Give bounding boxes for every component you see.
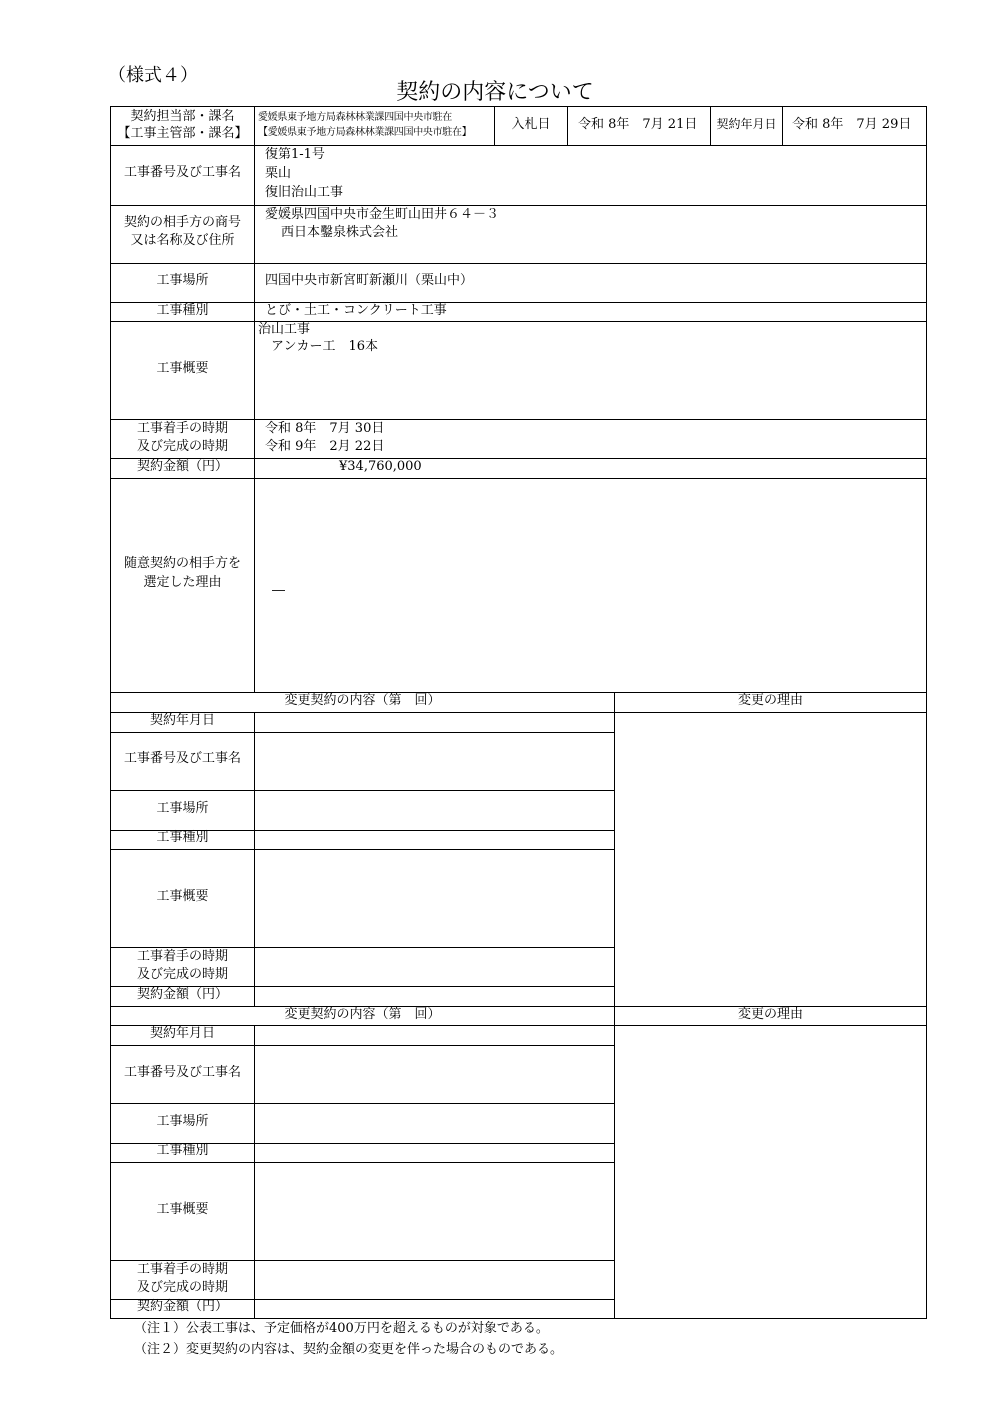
form-label: （様式４） bbox=[108, 65, 198, 86]
period-label-2: 及び完成の時期 bbox=[136, 439, 228, 454]
change-1-location-label: 工事場所 bbox=[156, 801, 209, 816]
change-1-date-label: 契約年月日 bbox=[149, 713, 215, 728]
summary-label: 工事概要 bbox=[156, 361, 209, 376]
summary-line-2: アンカー工 16本 bbox=[271, 339, 379, 354]
reason-label-2: 選定した理由 bbox=[143, 575, 222, 590]
change-1-type-label: 工事種別 bbox=[156, 830, 209, 845]
change-1-period-label-1: 工事着手の時期 bbox=[136, 949, 228, 964]
contract-date-label: 契約年月日 bbox=[716, 117, 777, 131]
party-name: 西日本鑿泉株式会社 bbox=[281, 225, 399, 240]
change-1-work-no-label: 工事番号及び工事名 bbox=[123, 751, 241, 766]
reason-value: ― bbox=[272, 583, 285, 598]
work-no-line-3: 復旧治山工事 bbox=[265, 185, 344, 200]
dept-value-1: 愛媛県東予地方局森林林業課四国中央市駐在 bbox=[258, 112, 452, 123]
period-end: 令和 9年 2月 22日 bbox=[265, 439, 385, 454]
type-value: とび・土工・コンクリート工事 bbox=[265, 303, 447, 318]
work-no-label: 工事番号及び工事名 bbox=[123, 165, 241, 180]
change-2-title: 変更契約の内容（第 回） bbox=[284, 1007, 441, 1022]
reason-label-1: 随意契約の相手方を bbox=[123, 556, 241, 571]
type-label: 工事種別 bbox=[156, 303, 209, 318]
period-label-1: 工事着手の時期 bbox=[136, 421, 228, 436]
change-1-summary-label: 工事概要 bbox=[156, 889, 209, 904]
change-2-summary-label: 工事概要 bbox=[156, 1202, 209, 1217]
amount-value: ¥34,760,000 bbox=[339, 459, 422, 474]
dept-label-1: 契約担当部・課名 bbox=[130, 109, 235, 124]
change-2-type-label: 工事種別 bbox=[156, 1143, 209, 1158]
change-2-reason-title: 変更の理由 bbox=[737, 1007, 803, 1022]
note-1: （注１）公表工事は、予定価格が400万円を超えるものが対象である。 bbox=[134, 1321, 549, 1336]
change-1-amount-label: 契約金額（円） bbox=[136, 987, 228, 1002]
work-no-line-1: 復第1-1号 bbox=[265, 147, 325, 162]
change-1-title: 変更契約の内容（第 回） bbox=[284, 693, 441, 708]
contract-date: 令和 8年 7月 29日 bbox=[792, 117, 912, 132]
dept-label-2: 【工事主管部・課名】 bbox=[117, 126, 248, 141]
change-2-period-label-2: 及び完成の時期 bbox=[136, 1280, 228, 1295]
change-1-period-label-2: 及び完成の時期 bbox=[136, 967, 228, 982]
change-2-date-label: 契約年月日 bbox=[149, 1026, 215, 1041]
change-2-work-no-label: 工事番号及び工事名 bbox=[123, 1065, 241, 1080]
page-title: 契約の内容について bbox=[396, 80, 594, 105]
summary-line-1: 治山工事 bbox=[258, 322, 311, 337]
change-1-reason-title: 変更の理由 bbox=[737, 693, 803, 708]
change-2-amount-label: 契約金額（円） bbox=[136, 1299, 228, 1314]
work-no-line-2: 栗山 bbox=[265, 166, 292, 181]
party-address: 愛媛県四国中央市金生町山田井６４－３ bbox=[265, 207, 500, 222]
change-2-period-label-1: 工事着手の時期 bbox=[136, 1262, 228, 1277]
bid-date-label: 入札日 bbox=[511, 117, 551, 132]
location-label: 工事場所 bbox=[156, 273, 209, 288]
location-value: 四国中央市新宮町新瀬川（栗山中） bbox=[265, 273, 474, 288]
period-start: 令和 8年 7月 30日 bbox=[265, 421, 385, 436]
dept-value-2: 【愛媛県東予地方局森林林業課四国中央市駐在】 bbox=[258, 127, 472, 138]
party-label-1: 契約の相手方の商号 bbox=[123, 215, 241, 230]
amount-label: 契約金額（円） bbox=[136, 459, 228, 474]
bid-date: 令和 8年 7月 21日 bbox=[578, 117, 698, 132]
note-2: （注２）変更契約の内容は、契約金額の変更を伴った場合のものである。 bbox=[134, 1342, 564, 1357]
party-label-2: 又は名称及び住所 bbox=[130, 233, 235, 248]
change-2-location-label: 工事場所 bbox=[156, 1114, 209, 1129]
